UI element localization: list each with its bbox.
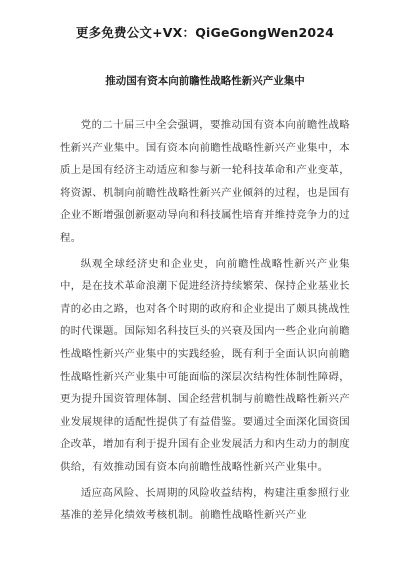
paragraph: 纵观全球经济史和企业史，向前瞻性战略性新兴产业集中，是在技术革命浪潮下促进经济持续繁荣、保持企业基业长青的必由之路，也对各个时期的政府和企业提出了颇具挑战性的时代课题。国际知名科技巨头的兴衰及国内一些企业向前瞻性战略性新兴产业集中的实践经验，既有利于全面认识向前瞻性战略性新兴产业集中可能面临的深层次结构性体制性障碍，更为提升国资管理体制、国企经营机制与前瞻性战略性新兴产业发展规律的适配性提供了有益借鉴。要通过全面深化国资国企改革，增加有利于提升国有企业发展活力和内生动力的制度供给，有效推动国有资本向前瞻性战略性新兴产业集中。 — [60, 257, 350, 473]
page-header: 更多免费公文+VX：QiGeGongWen2024 — [75, 25, 335, 40]
document-body — [60, 114, 350, 530]
paragraph: 适应高风险、长周期的风险收益结构，构建注重参照行业基准的差异化绩效考核机制。前瞻性战略性新兴产业 — [60, 486, 350, 522]
document-title: 推动国有资本向前瞻性战略性新兴产业集中 — [105, 75, 305, 87]
paragraph: 党的二十届三中全会强调，要推动国有资本向前瞻性战略性新兴产业集中。国有资本向前瞻性战略性新兴产业集中，本质上是国有经济主动适应和参与新一轮科技革命和产业变革，将资源、机制向前瞻性战略性新兴产业倾斜的过程，也是国有企业不断增强创新驱动导向和科技属性培育并维持竞争力的过程。 — [60, 119, 350, 244]
